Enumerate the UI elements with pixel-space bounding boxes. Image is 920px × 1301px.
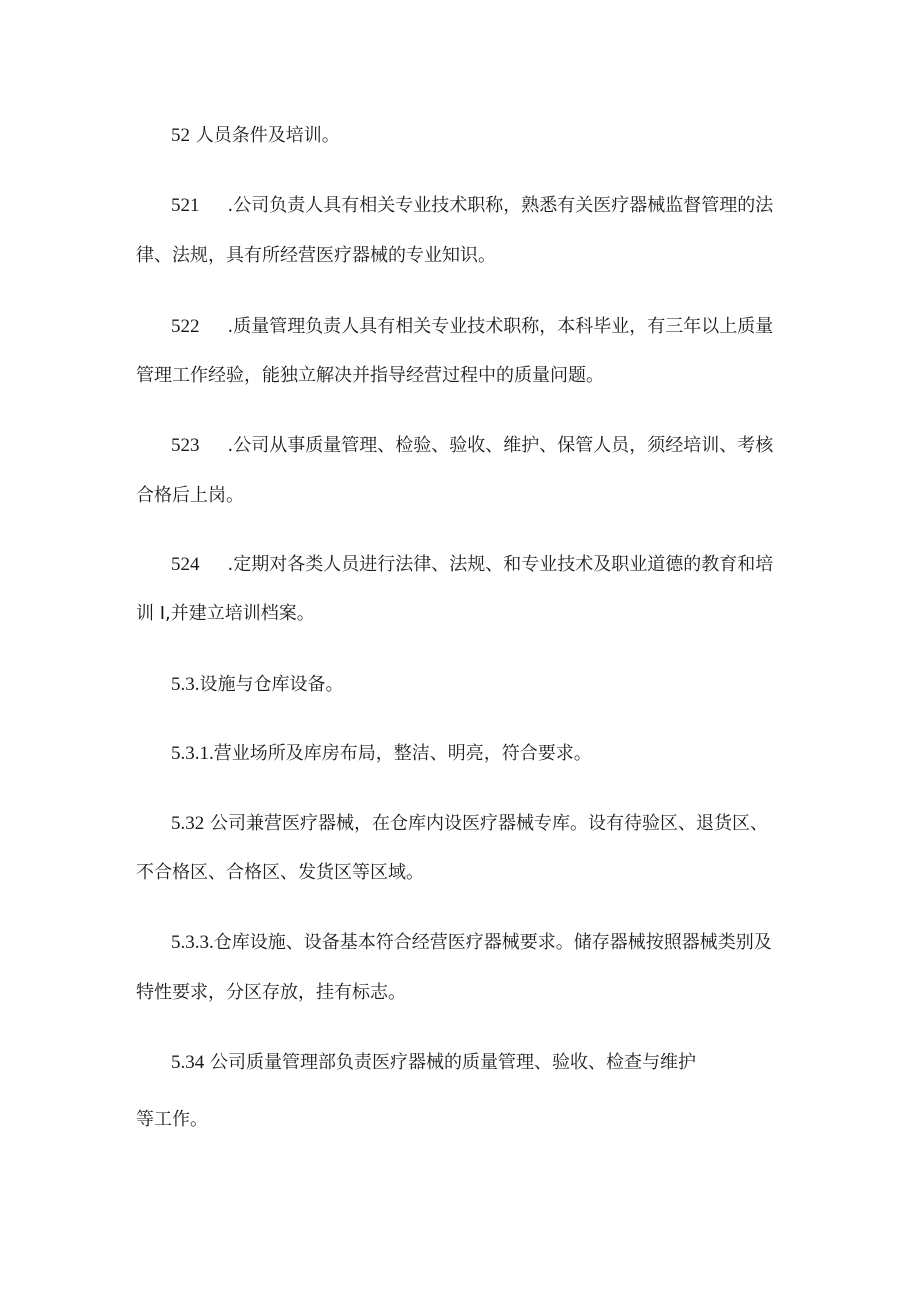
clause-5-2-4-line-1 — [171, 553, 773, 577]
clause-5-2-4-line-2 — [136, 602, 315, 626]
clause-text: .公司负责人具有相关专业技术职称，熟悉有关医疗器械监督管理的法 — [227, 195, 774, 216]
clause-text: 不合格区、合格区、发货区等区域。 — [136, 862, 424, 883]
section-heading-5-2 — [171, 124, 340, 148]
clause-5-2-1-line-1 — [171, 194, 773, 218]
clause-text: 训 I,并建立培训档案。 — [136, 603, 315, 624]
clause-5-2-2-line-1 — [171, 315, 773, 339]
clause-text: 合格后上岗。 — [136, 485, 244, 506]
clause-5-2-3-line-2 — [136, 484, 244, 508]
clause-number: 522 — [171, 316, 200, 337]
clause-5-3-3-line-2 — [136, 981, 406, 1005]
section-number: 52 — [171, 125, 190, 146]
clause-5-3-2-line-2 — [136, 861, 424, 885]
clause-text: 等工作。 — [136, 1109, 208, 1130]
section-number: 5.3. — [171, 674, 200, 695]
clause-number: 5.32 — [171, 813, 205, 834]
section-heading-5-3 — [171, 673, 344, 697]
clause-text: 公司兼营医疗器械，在仓库内设医疗器械专库。设有待验区、退货区、 — [204, 813, 768, 834]
clause-text: 营业场所及库房布局，整洁、明亮，符合要求。 — [213, 743, 592, 764]
clause-5-3-1-line-1 — [171, 742, 592, 766]
clause-text: 律、法规，具有所经营医疗器械的专业知识。 — [136, 245, 496, 266]
clause-text: .质量管理负责人具有相关专业技术职称，本科毕业，有三年以上质量 — [227, 316, 774, 337]
clause-5-3-4-line-2 — [136, 1108, 208, 1132]
clause-text: 仓库设施、设备基本符合经营医疗器械要求。储存器械按照器械类别及 — [213, 932, 772, 953]
clause-number: 5.3.1. — [171, 743, 214, 764]
clause-number: 521 — [171, 195, 200, 216]
clause-number: 523 — [171, 435, 200, 456]
clause-text: 公司质量管理部负责医疗器械的质量管理、验收、检查与维护 — [204, 1052, 696, 1073]
clause-number: 5.3.3. — [171, 932, 214, 953]
clause-5-3-4-line-1 — [171, 1051, 696, 1075]
clause-5-3-2-line-1 — [171, 812, 768, 836]
clause-5-3-3-line-1 — [171, 931, 772, 955]
section-title: 人员条件及培训。 — [190, 125, 340, 146]
clause-5-2-3-line-1 — [171, 434, 773, 458]
clause-text: .公司从事质量管理、检验、验收、维护、保管人员，须经培训、考核 — [227, 435, 774, 456]
clause-text: 特性要求，分区存放，挂有标志。 — [136, 982, 406, 1003]
clause-number: 524 — [171, 554, 200, 575]
clause-number: 5.34 — [171, 1052, 205, 1073]
section-title: 设施与仓库设备。 — [199, 674, 344, 695]
clause-5-2-2-line-2 — [136, 364, 604, 388]
clause-text: 管理工作经验，能独立解决并指导经营过程中的质量问题。 — [136, 365, 604, 386]
clause-5-2-1-line-2 — [136, 244, 496, 268]
clause-text: .定期对各类人员进行法律、法规、和专业技术及职业道德的教育和培 — [227, 554, 774, 575]
